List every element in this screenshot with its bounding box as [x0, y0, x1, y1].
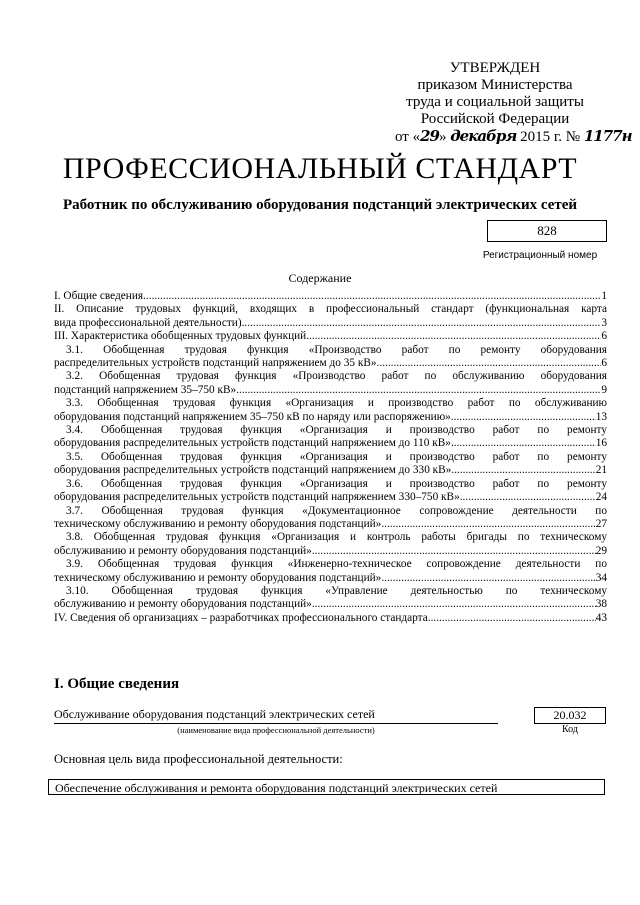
date-mid: » — [438, 129, 447, 145]
toc-entry-page: 34 — [595, 571, 607, 584]
toc-entry-text-cont: техническому обслуживанию и ремонту оборудования подстанций» — [54, 571, 382, 584]
toc-entry[interactable] — [54, 424, 607, 451]
toc-entry[interactable] — [54, 505, 607, 532]
toc-entry-page: 43 — [595, 611, 607, 624]
toc-entry-text-cont: обслуживанию и ремонту оборудования подстанций» — [54, 598, 312, 611]
year-prefix: 2015 г. № — [520, 129, 581, 145]
toc-entry-page: 13 — [595, 410, 607, 423]
goal-label: Основная цель вида профессиональной деятельности: — [54, 752, 343, 766]
toc-entry-text-cont: распределительных устройств подстанций напряжением до 35 кВ» — [54, 357, 377, 370]
handwritten-month: декабря — [450, 127, 517, 145]
toc-entry-text-cont: оборудования подстанций напряжением 35–750 кВ по наряду или распоряжению» — [54, 410, 451, 423]
approval-line-4: Российской Федерации — [420, 111, 570, 127]
toc-entry-text: 3.7. Обобщенная трудовая функция «Документационное сопровождение деятельности по — [66, 504, 607, 517]
activity-kind-caption: (наименование вида профессиональной деятельности) — [177, 725, 375, 735]
toc-entry[interactable] — [54, 330, 607, 343]
toc-entry-page: 3 — [601, 316, 607, 329]
activity-code-caption: Код — [562, 724, 578, 735]
document-subtitle: Работник по обслуживанию оборудования подстанций электрических сетей — [62, 197, 578, 213]
toc-entry-text-cont: обслуживанию и ремонту оборудования подстанций» — [54, 544, 312, 557]
toc-entry-page: 27 — [595, 517, 607, 530]
toc-entry-text-cont: вида профессиональной деятельности) — [54, 316, 242, 329]
toc-entry-page: 9 — [601, 383, 607, 396]
toc-entry-text: 3.5. Обобщенная трудовая функция «Организация и производство работ по ремонту — [66, 450, 607, 463]
toc-entry[interactable] — [54, 451, 607, 478]
table-of-contents — [54, 290, 607, 625]
registration-number-label: Регистрационный номер — [482, 250, 598, 261]
toc-entry-text: 3.10. Обобщенная трудовая функция «Управление деятельностью по техническому — [66, 584, 607, 597]
toc-title: Содержание — [288, 271, 352, 285]
toc-entry-page: 29 — [595, 544, 607, 557]
activity-kind-field: Обслуживание оборудования подстанций электрических сетей — [54, 707, 498, 724]
handwritten-day: 29 — [420, 127, 439, 145]
toc-entry[interactable] — [54, 370, 607, 397]
toc-entry-text: IV. Сведения об организациях – разработчиках профессионального стандарта — [54, 611, 428, 624]
toc-entry-page: 6 — [601, 357, 607, 370]
approval-date — [395, 127, 632, 146]
toc-entry[interactable] — [54, 558, 607, 585]
activity-code-box: 20.032 — [534, 707, 606, 724]
toc-entry-text: 3.2. Обобщенная трудовая функция «Производство работ по обслуживанию оборудования — [66, 370, 607, 383]
toc-entry-text: III. Характеристика обобщенных трудовых функций — [54, 330, 307, 343]
toc-entry[interactable] — [54, 531, 607, 558]
toc-entry-text-cont: оборудования распределительных устройств подстанций напряжением до 110 кВ» — [54, 437, 451, 450]
toc-entry-text-cont: подстанций напряжением 35–750 кВ» — [54, 383, 237, 396]
toc-entry-text-cont: техническому обслуживанию и ремонту оборудования подстанций» — [54, 517, 382, 530]
toc-entry-text: 3.6. Обобщенная трудовая функция «Организация и производство работ по ремонту — [66, 477, 607, 490]
toc-entry-text: 3.9. Обобщенная трудовая функция «Инженерно-техническое сопровождение деятельности по — [66, 558, 607, 571]
section-heading: I. Общие сведения — [54, 676, 180, 692]
registration-number-box: 828 — [487, 220, 607, 242]
handwritten-number: 1177н — [583, 127, 632, 145]
toc-entry-page: 1 — [601, 290, 607, 302]
toc-entry-text: 3.1. Обобщенная трудовая функция «Производство работ по ремонту оборудования — [66, 343, 607, 356]
toc-entry[interactable] — [54, 290, 607, 303]
approval-line-3: труда и социальной защиты — [406, 94, 584, 110]
approval-block — [395, 60, 632, 146]
toc-entry-text: 3.8. Обобщенная трудовая функция «Организация и контроль работы бригады по техническому — [66, 531, 607, 544]
toc-entry[interactable] — [54, 585, 607, 612]
toc-entry-text-cont: оборудования распределительных устройств подстанций напряжением 330–750 кВ» — [54, 491, 460, 504]
toc-entry[interactable] — [54, 344, 607, 371]
toc-entry[interactable] — [54, 478, 607, 505]
toc-entry-page: 6 — [601, 330, 607, 343]
toc-entry-text: I. Общие сведения — [54, 290, 144, 302]
toc-entry-text-cont: оборудования распределительных устройств подстанций напряжением до 330 кВ» — [54, 464, 452, 477]
document-title: ПРОФЕССИОНАЛЬНЫЙ СТАНДАРТ — [62, 152, 578, 185]
date-prefix: от « — [395, 129, 421, 145]
toc-entry-page: 16 — [595, 437, 607, 450]
toc-entry-page: 24 — [595, 491, 607, 504]
toc-entry-page: 21 — [595, 464, 607, 477]
toc-entry-text: II. Описание трудовых функций, входящих в профессиональный стандарт (функциональная карта — [54, 303, 607, 316]
toc-entry-page: 38 — [595, 598, 607, 611]
approval-line-1: УТВЕРЖДЕН — [449, 60, 541, 76]
toc-entry[interactable] — [54, 612, 607, 625]
toc-entry-text: 3.3. Обобщенная трудовая функция «Организация и производство работ по обслуживанию — [66, 397, 607, 410]
approval-line-2: приказом Министерства — [417, 77, 573, 93]
goal-box: Обеспечение обслуживания и ремонта оборудования подстанций электрических сетей — [48, 779, 605, 795]
toc-entry-text: 3.4. Обобщенная трудовая функция «Организация и производство работ по ремонту — [66, 424, 607, 437]
toc-entry[interactable] — [54, 397, 607, 424]
toc-entry[interactable] — [54, 303, 607, 330]
